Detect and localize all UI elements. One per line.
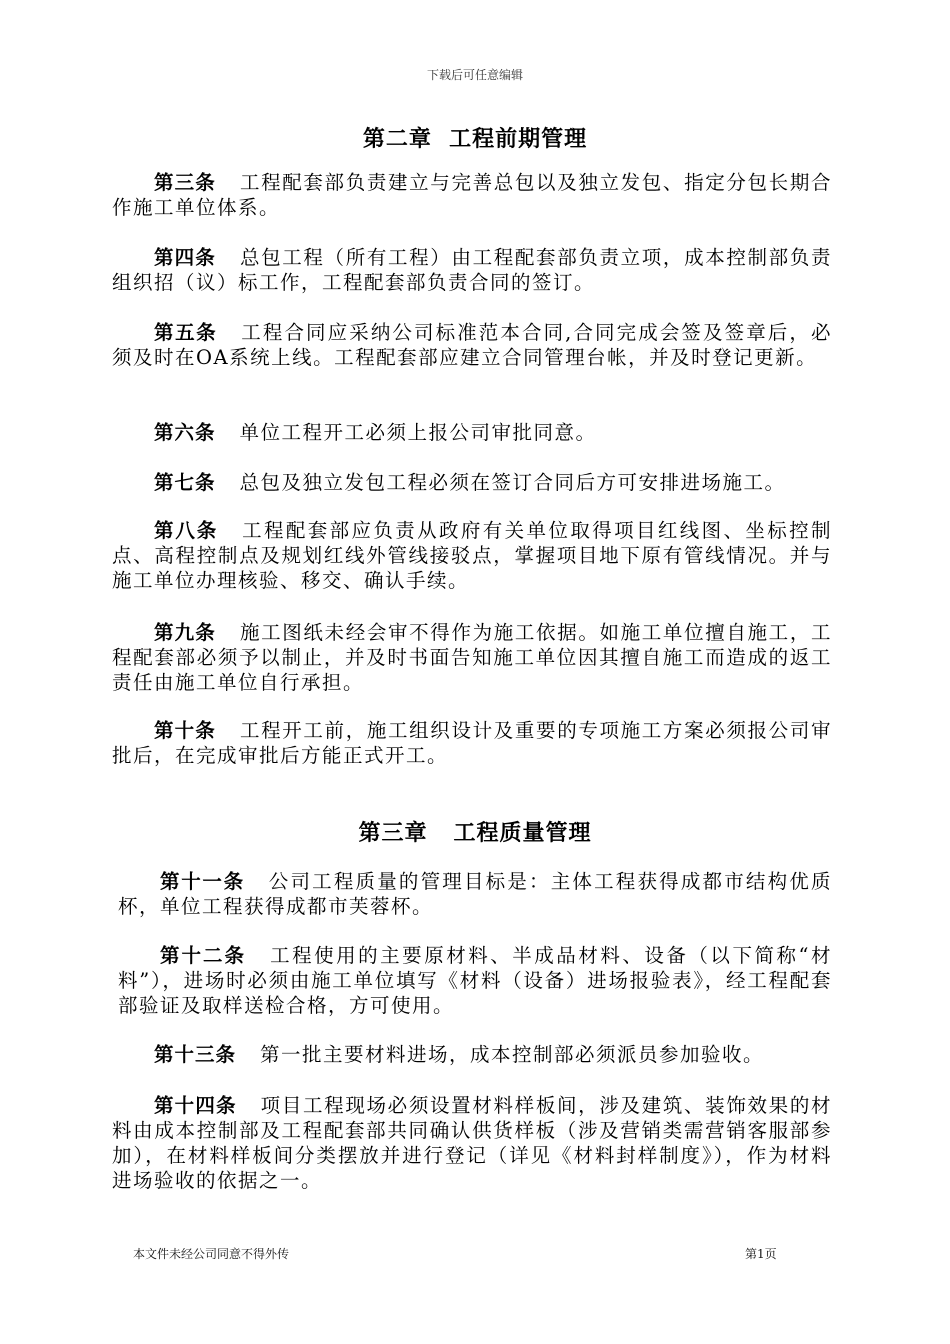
article-label: 第七条	[154, 471, 216, 494]
article-7	[112, 470, 832, 495]
article-text: 工程使用的主要原材料、半成品材料、设备（以下简称“材料”），进场时必须由施工单位填写《材料（设备）进场报验表》，经工程配套部验证及取样送检合格，方可使用。	[118, 944, 832, 1017]
article-text: 总包工程（所有工程）由工程配套部负责立项，成本控制部负责组织招（议）标工作，工程配套部负责合同的签订。	[112, 246, 832, 294]
article-text: 施工图纸未经会审不得作为施工依据。如施工单位擅自施工，工程配套部必须予以制止，并及时书面告知施工单位因其擅自施工而造成的返工责任由施工单位自行承担。	[112, 621, 832, 694]
article-text: 总包及独立发包工程必须在签订合同后方可安排进场施工。	[239, 471, 786, 494]
article-6	[112, 420, 832, 445]
article-label: 第十三条	[154, 1043, 237, 1066]
article-4	[112, 245, 832, 295]
article-label: 第十二条	[160, 944, 247, 967]
article-label: 第五条	[154, 321, 218, 344]
article-3	[112, 170, 832, 220]
article-label: 第八条	[154, 519, 219, 542]
article-8	[112, 518, 832, 593]
article-text: 工程配套部负责建立与完善总包以及独立发包、指定分包长期合作施工单位体系。	[112, 171, 832, 219]
article-label: 第十一条	[160, 870, 245, 893]
article-9	[112, 620, 832, 695]
article-text: 公司工程质量的管理目标是：主体工程获得成都市结构优质杯，单位工程获得成都市芙蓉杯。	[118, 870, 832, 918]
chapter-2-title: 第二章 工程前期管理	[362, 126, 588, 152]
article-text: 项目工程现场必须设置材料样板间，涉及建筑、装饰效果的材料由成本控制部及工程配套部共同确认供货样板（涉及营销类需营销客服部参加），在材料样板间分类摆放并进行登记（详见《材料封样制度》），作为材料进场验收的依据之一。	[112, 1094, 832, 1192]
article-label: 第九条	[154, 621, 216, 644]
page-header: 下载后可任意编辑	[426, 68, 523, 82]
confidentiality-notice: 本文件未经公司同意不得外传	[133, 1247, 290, 1261]
page-number: 第1页	[745, 1247, 777, 1261]
chapter-3-title: 第三章 工程质量管理	[358, 820, 592, 846]
article-text: 工程配套部应负责从政府有关单位取得项目红线图、坐标控制点、高程控制点及规划红线外管线接驳点，掌握项目地下原有管线情况。并与施工单位办理核验、移交、确认手续。	[112, 519, 832, 592]
article-14	[112, 1093, 832, 1193]
article-11	[118, 869, 832, 919]
article-10	[112, 718, 832, 768]
article-text: 第一批主要材料进场，成本控制部必须派员参加验收。	[260, 1043, 765, 1066]
article-13	[112, 1042, 832, 1067]
article-label: 第十四条	[154, 1094, 237, 1117]
article-5	[112, 320, 832, 370]
article-label: 第十条	[154, 719, 216, 742]
article-12	[118, 943, 832, 1018]
article-label: 第六条	[154, 421, 216, 444]
article-text: 工程开工前，施工组织设计及重要的专项施工方案必须报公司审批后，在完成审批后方能正式开工。	[112, 719, 832, 767]
article-label: 第三条	[154, 171, 216, 194]
article-label: 第四条	[154, 246, 216, 269]
article-text: 单位工程开工必须上报公司审批同意。	[239, 421, 597, 444]
article-text: 工程合同应采纳公司标准范本合同,合同完成会签及签章后，必须及时在OA系统上线。工程配套部应建立合同管理台帐，并及时登记更新。	[112, 321, 832, 369]
